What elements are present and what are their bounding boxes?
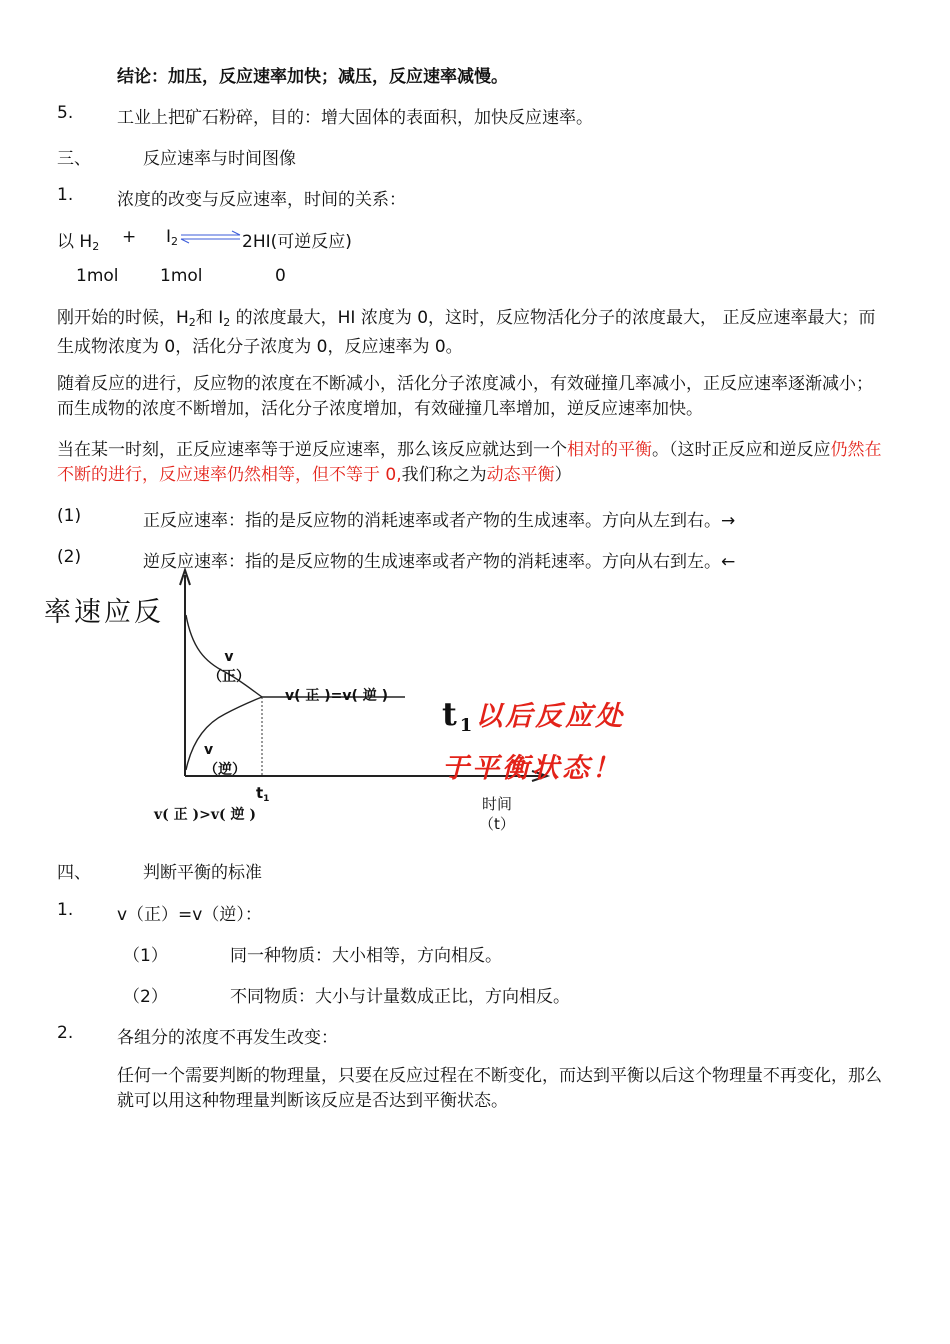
crit1a-text: 同一种物质：大小相等，方向相反。 (230, 946, 502, 966)
section4-title: 判断平衡的标准 (143, 863, 262, 883)
crit1b-number: （2） (123, 987, 168, 1007)
x-axis-label: 时间 （t） (479, 795, 515, 833)
section3-number: 三、 (57, 149, 91, 169)
equilibrium-stamp-line1: $t_1$以后反应处 (442, 695, 626, 736)
amount-h2: 1mol (76, 266, 119, 286)
equal-rate-label: v( 正 )=v( 逆 ) (285, 688, 389, 704)
crit2-paragraph: 任何一个需要判断的物理量，只要在反应过程在不断变化，而达到平衡以后这个物理量不再变化，那么就可以用这种物理量判断该反应是否达到平衡状态。 (117, 1066, 882, 1111)
def1-text: 正反应速率：指的是反应物的消耗速率或者产物的生成速率。方向从左到右。→ (143, 511, 736, 531)
paragraph-initial-state: 刚开始的时候，$H_2$和 $I_2$ 的浓度最大，HI 浓度为 0，这时，反应物活化分子的浓度最大， 正反应速率最大；而生成物浓度为 0，活化分子浓度为 0，反应速率为 0。 (57, 308, 876, 357)
def2-text: 逆反应速率：指的是反应物的生成速率或者产物的消耗速率。方向从右到左。← (143, 552, 736, 572)
paragraph-progress: 随着反应的进行，反应物的浓度在不断减小，活化分子浓度减小，有效碰撞几率减小，正反应速率逐渐减小；而生成物的浓度不断增加，活化分子浓度增加，有效碰撞几率增加，逆反应速率加快。 (57, 374, 873, 419)
equation-product: 2HI(可逆反应) (242, 232, 352, 252)
paragraph-equilibrium: 当在某一时刻，正反应速率等于逆反应速率，那么该反应就达到一个相对的平衡。（这时正反应和逆反应仍然在不断的进行，反应速率仍然相等，但不等于 0,我们称之为动态平衡） (57, 440, 882, 485)
crit1-text: v（正）=v（逆）： (117, 905, 262, 925)
amount-i2: 1mol (160, 266, 203, 286)
section4-number: 四、 (57, 863, 91, 883)
equation-reactant-h2: 以 $H_2$ (57, 232, 100, 253)
def2-number: (2) (57, 547, 82, 567)
def1-number: (1) (57, 506, 82, 526)
equation-reactant-i2: $I_2$ (166, 227, 179, 248)
crit2-number: 2. (57, 1023, 74, 1043)
item1-text: 浓度的改变与反应速率，时间的关系： (117, 190, 406, 210)
equilibrium-stamp-line2: 于平衡状态！ (442, 753, 622, 784)
section3-title: 反应速率与时间图像 (143, 149, 296, 169)
item5-number: 5. (57, 103, 74, 123)
crit1-number: 1. (57, 900, 74, 920)
equation-plus: + (122, 227, 137, 247)
crit2-text: 各组分的浓度不再发生改变： (117, 1028, 338, 1048)
forward-rate-label: v （正） (208, 649, 250, 685)
graph-y-axis-label: 率速应反 (44, 597, 164, 628)
crit1a-number: （1） (123, 946, 168, 966)
t1-label: $t_1$ (256, 784, 270, 804)
amount-hi: 0 (275, 266, 286, 286)
crit1b-text: 不同物质：大小与计量数成正比，方向相反。 (230, 987, 570, 1007)
conclusion: 结论：加压，反应速率加快；减压，反应速率减慢。 (117, 67, 508, 87)
item5-text: 工业上把矿石粉碎，目的：增大固体的表面积，加快反应速率。 (117, 108, 593, 128)
forward-greater-label: v( 正 )>v( 逆 ) (154, 807, 256, 823)
reverse-rate-label: v （逆） (204, 742, 246, 778)
item1-number: 1. (57, 185, 74, 205)
